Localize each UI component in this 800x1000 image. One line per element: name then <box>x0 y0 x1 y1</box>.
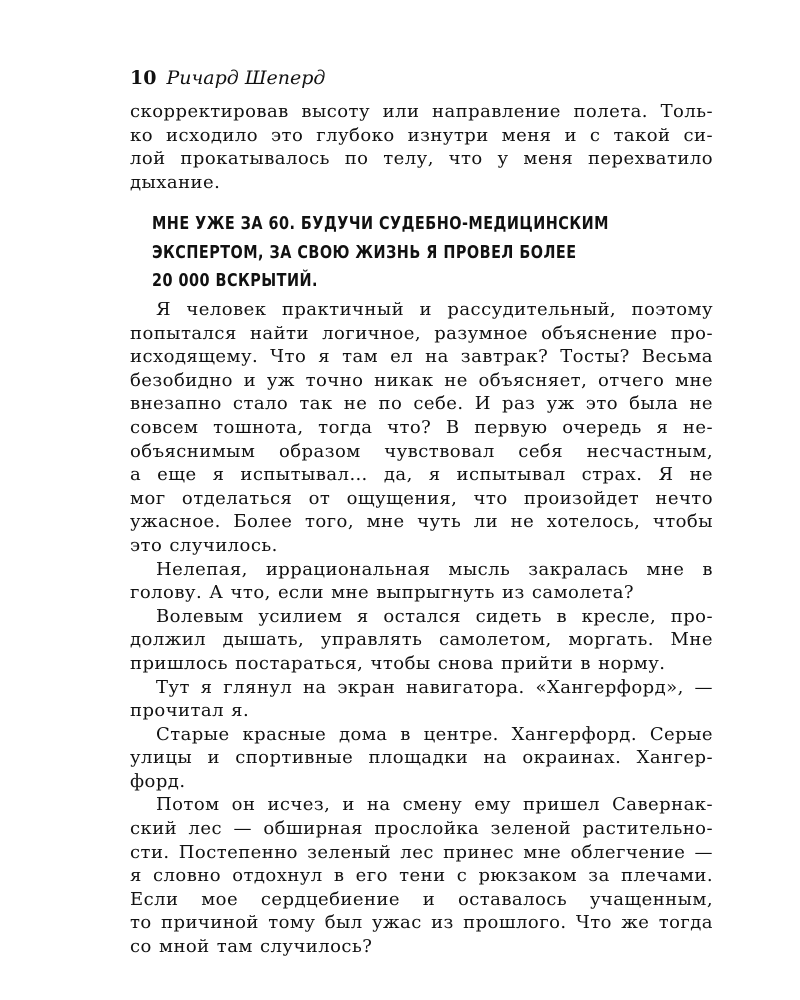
text-line: Нелепая, иррациональная мысль закралась мне в <box>156 558 713 580</box>
main-text <box>130 298 713 959</box>
text-line: Если мое сердцебиение и оставалось учащенным, <box>130 888 713 910</box>
pull-quote <box>152 210 609 296</box>
pull-quote-line: МНЕ УЖЕ ЗА 60. БУДУЧИ СУДЕБНО-МЕДИЦИНСКИМ <box>152 213 609 234</box>
text-line: улицы и спортивные площадки на окраинах. Хангер- <box>130 747 713 769</box>
running-header <box>130 66 325 90</box>
text-line: дыхание. <box>130 171 221 193</box>
text-line: ский лес — обширная прослойка зеленой растительно- <box>130 818 713 840</box>
pull-quote-line: 20 000 ВСКРЫТИЙ. <box>152 270 318 291</box>
text-line: Тут я глянул на экран навигатора. «Хангерфорд», — <box>156 676 713 698</box>
text-line: форд. <box>130 770 186 792</box>
text-line: Волевым усилием я остался сидеть в кресле, про- <box>156 605 713 627</box>
text-line: то причиной тому был ужас из прошлого. Что же тогда <box>130 912 713 934</box>
text-line: Потом он исчез, и на смену ему пришел Савернак- <box>156 794 713 816</box>
text-line: объяснимым образом чувствовал себя несчастным, <box>130 440 713 462</box>
text-line: совсем тошнота, тогда что? В первую очередь я не- <box>130 416 713 438</box>
intro-paragraph <box>130 100 713 194</box>
pull-quote-line: ЭКСПЕРТОМ, ЗА СВОЮ ЖИЗНЬ Я ПРОВЕЛ БОЛЕЕ <box>152 241 577 263</box>
text-line: со мной там случилось? <box>130 936 373 958</box>
text-line: пришлось постараться, чтобы снова прийти в норму. <box>130 652 666 674</box>
text-line: должил дышать, управлять самолетом, моргать. Мне <box>130 629 713 651</box>
text-line: ко исходило это глубоко изнутри меня и с такой си- <box>130 124 713 146</box>
text-line: я словно отдохнул в его тени с рюкзаком за плечами. <box>130 865 713 887</box>
text-line: Старые красные дома в центре. Хангерфорд. Серые <box>156 723 713 745</box>
text-line: это случилось. <box>130 534 278 556</box>
text-line: безобидно и уж точно никак не объясняет, отчего мне <box>130 369 713 391</box>
text-line: исходящему. Что я там ел на завтрак? Тосты? Весьма <box>130 346 713 368</box>
text-line: внезапно стало так не по себе. И раз уж это была не <box>130 393 713 415</box>
text-line: ужасное. Более того, мне чуть ли не хотелось, чтобы <box>130 511 713 533</box>
text-line: скорректировав высоту или направление полета. Толь- <box>130 101 713 122</box>
text-line: мог отделаться от ощущения, что произойдет нечто <box>130 487 713 509</box>
running-header-author: Ричард Шеперд <box>166 67 326 89</box>
text-line: голову. А что, если мне выпрыгнуть из самолета? <box>130 582 635 604</box>
text-line: попытался найти логичное, разумное объяснение про- <box>130 322 713 344</box>
text-line: сти. Постепенно зеленый лес принес мне облегчение — <box>130 841 713 863</box>
page-number: 10 <box>130 67 157 89</box>
text-line: прочитал я. <box>130 700 250 722</box>
text-line: а еще я испытывал… да, я испытывал страх. Я не <box>130 464 713 486</box>
text-line: лой прокатывалось по телу, что у меня перехватило <box>130 148 713 170</box>
text-line: Я человек практичный и рассудительный, поэтому <box>156 299 713 320</box>
